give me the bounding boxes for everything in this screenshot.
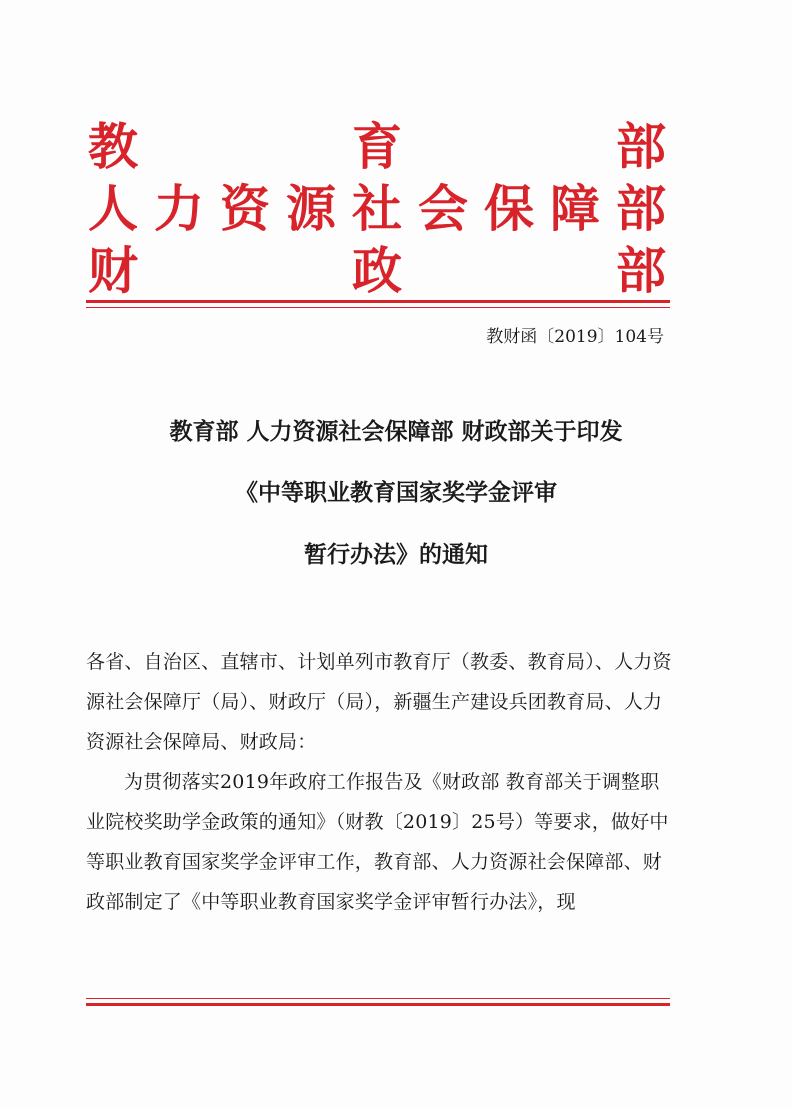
- document-body: [86, 642, 676, 922]
- issuer-char: 教: [88, 118, 138, 176]
- issuer-row-hrss: [88, 180, 668, 238]
- header-red-rule-thin: [86, 307, 670, 308]
- issuer-char: 人: [88, 180, 138, 238]
- header-red-rule-thick: [86, 300, 670, 303]
- footer-red-rule-thin: [86, 998, 670, 999]
- issuer-char: 部: [616, 118, 666, 176]
- issuer-row-education: [88, 118, 668, 176]
- issuer-char: 部: [616, 242, 666, 300]
- body-paragraph: 为贯彻落实2019年政府工作报告及《财政部 教育部关于调整职业院校奖助学金政策的通知》（财教〔2019〕25号）等要求，做好中等职业教育国家奖学金评审工作，教育部、人力资源社会保障部、财政部制定了《中等职业教育国家奖学金评审暂行办法》，现: [86, 771, 669, 913]
- page-title-line-1: 教育部 人力资源社会保障部 财政部关于印发: [169, 418, 623, 445]
- issuer-char: 政: [352, 242, 402, 300]
- issuer-char: 源: [286, 180, 336, 238]
- issuer-row-finance: [88, 242, 668, 300]
- issuer-char: 财: [88, 242, 138, 300]
- document-number: 教财函〔2019〕104号: [486, 327, 664, 347]
- issuer-masthead: [88, 118, 668, 304]
- issuer-char: 部: [616, 180, 666, 238]
- issuer-char: 保: [484, 180, 534, 238]
- issuer-char: 力: [154, 180, 204, 238]
- page-title-line-3: 暂行办法》的通知: [304, 541, 488, 568]
- page-title-line-2: 《中等职业教育国家奖学金评审: [235, 479, 557, 506]
- footer-red-rule-thick: [86, 1003, 670, 1006]
- issuer-char: 障: [550, 180, 600, 238]
- issuer-char: 资: [220, 180, 270, 238]
- addressee-paragraph: 各省、自治区、直辖市、计划单列市教育厅（教委、教育局）、人力资源社会保障厅（局）、财政厅（局），新疆生产建设兵团教育局、人力资源社会保障局、财政局：: [86, 651, 672, 753]
- issuer-char: 社: [352, 180, 402, 238]
- issuer-char: 会: [418, 180, 468, 238]
- issuer-char: 育: [352, 118, 402, 176]
